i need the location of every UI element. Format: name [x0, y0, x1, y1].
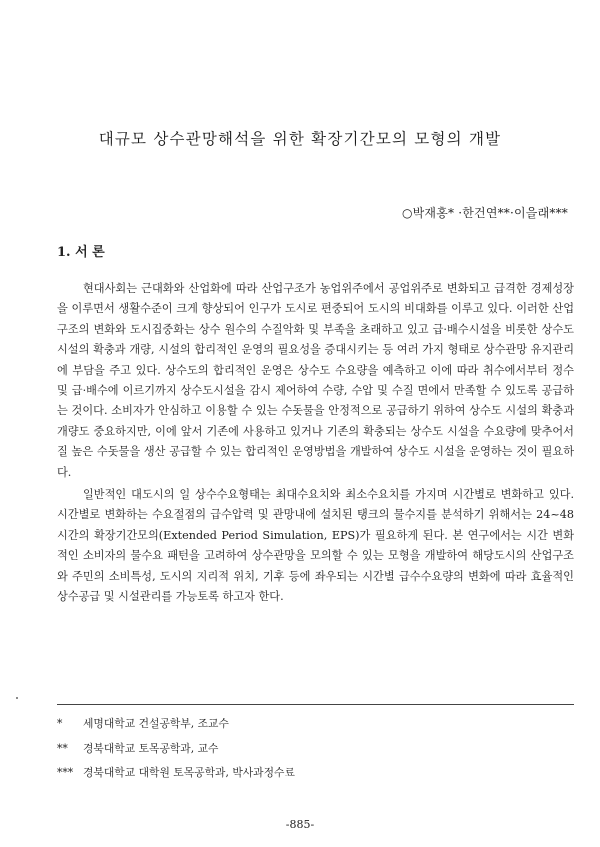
footnote-text: 경북대학교 대학원 토목공학과, 박사과정수료: [83, 766, 295, 779]
footnote-mark: ***: [57, 766, 74, 779]
paragraph: 일반적인 대도시의 일 상수수요형태는 최대수요치와 최소수요치를 가지며 시간별로 변화하고 있다. 시간별로 변화하는 수요절점의 급수압력 및 관망내에 설치된 탱크의 물수지를 분석하기 위해서는 24~48 시간의 확장기간모의(Extended Period Simulation, EPS)가 필요하게 된다. 본 연구에서는 시간 변화적인 소비자의 물수요 패턴을 고려하여 상수관망을 모의할 수 있는 모형을 개발하여 해당도시의 산업구조와 주민의 소비특성, 도시의 지리적 위치, 기후 등에 좌우되는 시간별 급수수요량의 변화에 따라 효율적인 상수공급 및 시설관리를 가능토록 하고자 한다.: [57, 488, 574, 604]
author-line: ○박재홍* ·한건연**·이을래***: [401, 206, 568, 220]
body-text: [57, 279, 574, 608]
footnote: [57, 716, 229, 731]
footnote-text: 세명대학교 건설공학부, 조교수: [83, 717, 229, 730]
footnote-mark: *: [57, 717, 63, 730]
paper-title: 대규모 상수관망해석을 위한 확장기간모의 모형의 개발: [98, 130, 502, 148]
footnote-divider: [57, 704, 574, 705]
footnote: [57, 765, 295, 780]
scan-speck: [16, 697, 18, 699]
page-number: -885-: [285, 818, 315, 831]
footnote-mark: **: [57, 742, 68, 755]
footnote: [57, 741, 218, 756]
paragraph: 현대사회는 근대화와 산업화에 따라 산업구조가 농업위주에서 공업위주로 변화되고 급격한 경제성장을 이루면서 생활수준이 크게 향상되어 인구가 도시로 편중되어 도시의 비대화를 이루고 있다. 이러한 산업구조의 변화와 도시집중화는 상수 원수의 수질악화 및 부족을 초래하고 있고 급·배수시설을 비롯한 상수도시설의 확충과 개량, 시설의 합리적인 운영의 필요성을 증대시키는 등 여러 가지 형태로 상수관망 유지관리에 부담을 주고 있다. 상수도의 합리적인 운영은 상수도 수요량을 예측하고 이에 따라 취수에서부터 정수 및 급·배수에 이르기까지 상수도시설을 감시 제어하여 수량, 수압 및 수질 면에서 만족할 수 있도록 공급하는 것이다. 소비자가 안심하고 이용할 수 있는 수돗물을 안정적으로 공급하기 위하여 상수도 시설의 확충과 개량도 중요하지만, 이에 앞서 기존에 사용하고 있거나 기존의 확충되는 상수도 시설을 수요량에 맞추어서 질 높은 수돗물을 생산 공급할 수 있는 합리적인 운영방법을 개발하여 상수도 시설을 운영하는 것이 필요하다.: [57, 282, 574, 479]
section-heading: 1. 서 론: [57, 245, 105, 260]
footnote-text: 경북대학교 토목공학과, 교수: [83, 742, 219, 755]
